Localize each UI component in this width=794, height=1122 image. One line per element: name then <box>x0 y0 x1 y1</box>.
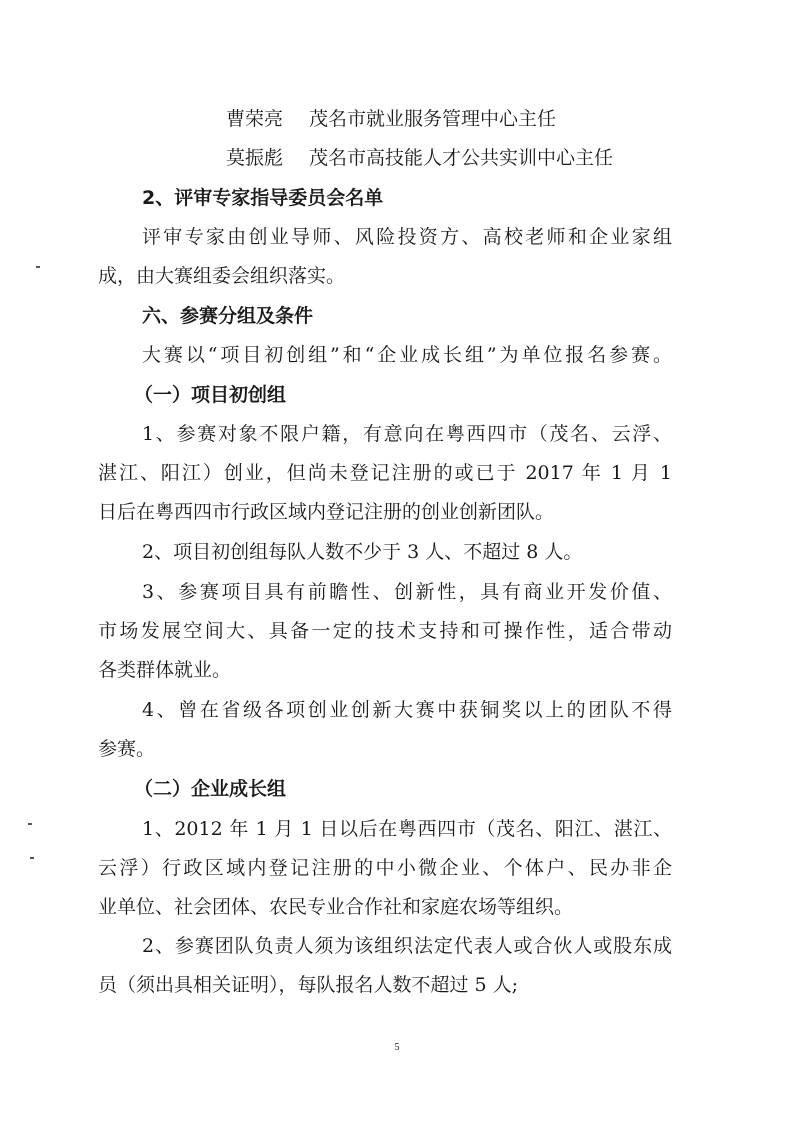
paragraph-line: 业单位、社会团体、农民专业合作社和家庭农场等组织。 <box>98 896 574 918</box>
page-number: 5 <box>394 1042 400 1053</box>
committee-member-1 <box>226 104 556 134</box>
paragraph-line: 1、2012 年 1 月 1 日以后在粤西四市（茂名、阳江、湛江、 <box>142 818 672 840</box>
paragraph-line: 各类群体就业。 <box>98 659 232 681</box>
paragraph-line: 1、参赛对象不限户籍，有意向在粤西四市（茂名、云浮、 <box>142 423 672 445</box>
paragraph-line: 2、参赛团队负责人须为该组织法定代表人或合伙人或股东成 <box>142 935 672 957</box>
member-title: 茂名市就业服务管理中心主任 <box>309 108 557 130</box>
group-1-heading: （一）项目初创组 <box>134 384 287 406</box>
paragraph-line: 日后在粤西四市行政区域内登记注册的创业创新团队。 <box>98 501 555 523</box>
paragraph-line: 评审专家由创业导师、风险投资方、高校老师和企业家组 <box>142 226 672 248</box>
section-6-heading: 六、参赛分组及条件 <box>142 305 314 327</box>
group-2-heading: （二）企业成长组 <box>134 778 287 800</box>
paragraph-line: 2、项目初创组每队人数不少于 3 人、不超过 8 人。 <box>142 541 583 563</box>
scan-mark <box>30 857 34 859</box>
member-title: 茂名市高技能人才公共实训中心主任 <box>309 147 614 169</box>
member-name: 莫振彪 <box>226 147 284 169</box>
scan-mark <box>28 823 32 825</box>
paragraph-line: 员（须出具相关证明），每队报名人数不超过 5 人; <box>98 974 519 996</box>
paragraph-line: 湛江、阳江）创业，但尚未登记注册的或已于 2017 年 1 月 1 <box>98 462 672 484</box>
paragraph-line: 市场发展空间大、具备一定的技术支持和可操作性，适合带动 <box>98 620 672 642</box>
member-name: 曹荣亮 <box>226 108 284 130</box>
committee-member-2 <box>226 143 613 173</box>
paragraph-line: 3、参赛项目具有前瞻性、创新性，具有商业开发价值、 <box>142 581 672 603</box>
section-6-intro: 大赛以“项目初创组”和“企业成长组”为单位报名参赛。 <box>142 344 672 366</box>
paragraph-line: 成，由大赛组委会组织落实。 <box>98 265 346 287</box>
section-2-heading: 2、评审专家指导委员会名单 <box>142 187 384 209</box>
paragraph-line: 云浮）行政区域内登记注册的中小微企业、个体户、民办非企 <box>98 857 672 879</box>
paragraph-line: 参赛。 <box>98 738 156 760</box>
paragraph-line: 4、曾在省级各项创业创新大赛中获铜奖以上的团队不得 <box>142 699 672 721</box>
scan-mark <box>36 266 40 268</box>
